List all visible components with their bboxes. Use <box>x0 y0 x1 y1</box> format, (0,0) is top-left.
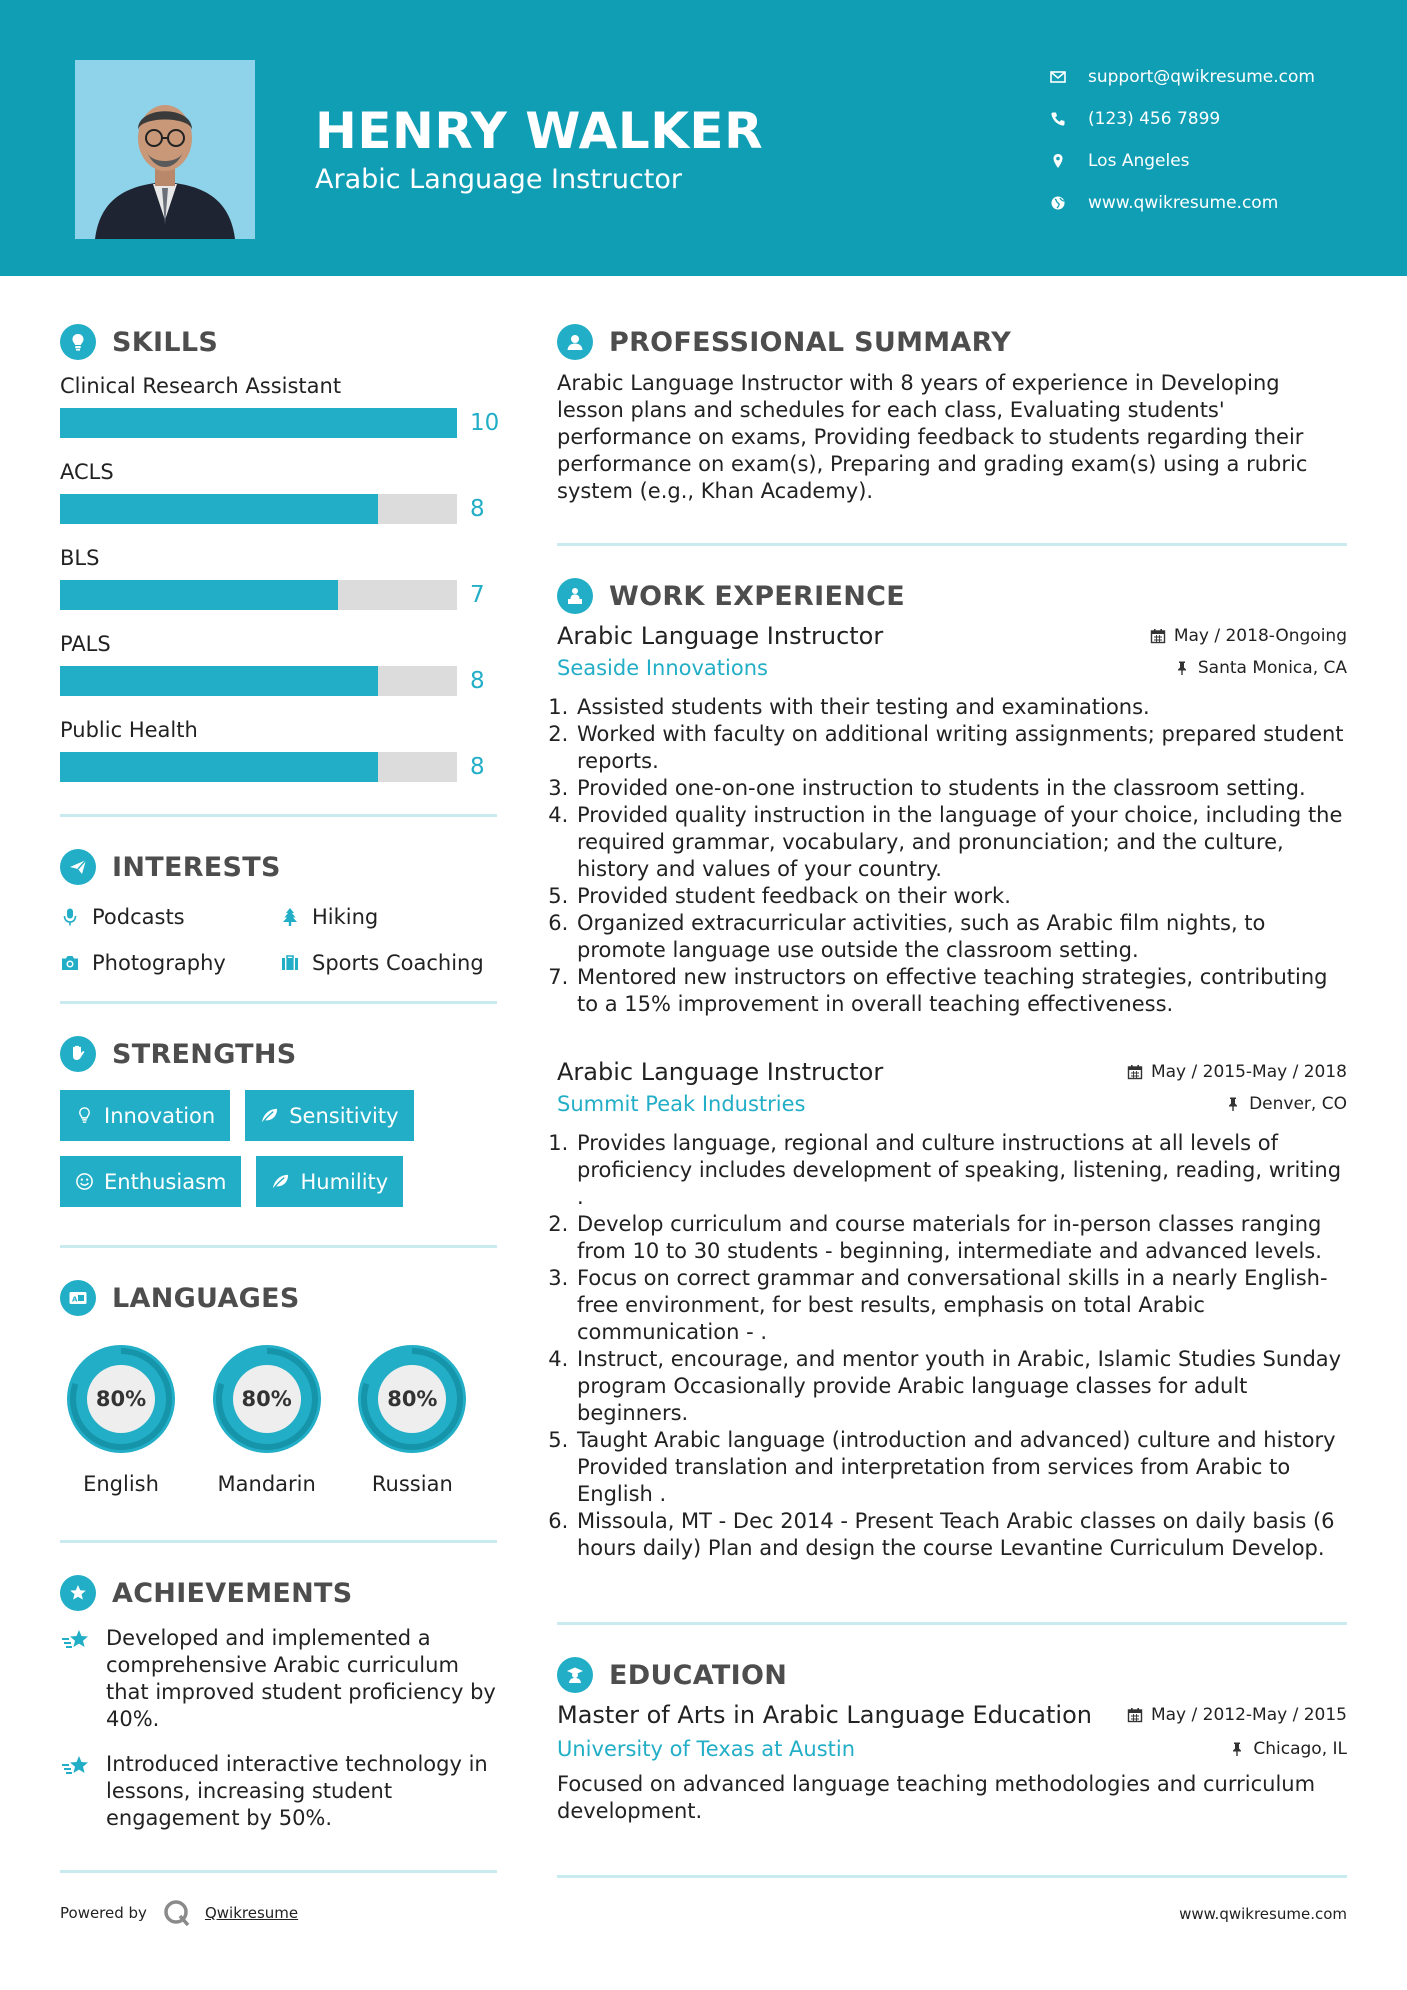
languages-title: LANGUAGES <box>112 1282 300 1314</box>
microphone-icon <box>60 907 80 927</box>
language-card-icon <box>60 1280 96 1316</box>
language-percent: 80% <box>241 1387 292 1411</box>
flying-star-icon <box>60 1627 92 1657</box>
contact-website[interactable]: www.qwikresume.com <box>1050 182 1390 224</box>
list-item: 1. Assisted students with their testing and examinations. <box>575 694 1347 721</box>
interest-item: Podcasts <box>60 899 280 935</box>
section-divider <box>60 814 497 817</box>
job-responsibilities <box>557 694 1347 1018</box>
candidate-role: Arabic Language Instructor <box>315 164 683 195</box>
leaf-icon <box>260 1106 279 1125</box>
user-icon <box>557 324 593 360</box>
achievement-item: Introduced interactive technology in lessons, increasing student engagement by 50%. <box>60 1751 497 1832</box>
language-name: English <box>83 1472 159 1496</box>
skill-bar-track <box>60 752 457 782</box>
right-column <box>557 320 1347 1878</box>
achievement-item: Developed and implemented a comprehensive Arabic curriculum that improved student proficiency by 40%. <box>60 1625 497 1733</box>
star-badge-icon <box>60 1575 96 1611</box>
language-item <box>60 1338 206 1496</box>
strengths-list <box>60 1090 497 1207</box>
skills-title: SKILLS <box>112 326 219 358</box>
list-item: 1. Provides language, regional and culture instructions at all levels of proficiency includes development of speaking, listening, reading, writing . <box>575 1130 1347 1211</box>
education-entry <box>557 1701 1347 1825</box>
smile-icon <box>75 1172 94 1191</box>
education-title: EDUCATION <box>609 1659 788 1691</box>
qwikresume-logo-icon <box>162 1898 192 1928</box>
skill-name: Clinical Research Assistant <box>60 374 342 398</box>
education-date: May / 2012-May / 2015 <box>1127 1705 1347 1725</box>
school-name: University of Texas at Austin <box>557 1737 856 1761</box>
interest-item: Hiking <box>280 899 497 935</box>
language-percent: 80% <box>95 1387 147 1411</box>
language-item <box>206 1338 352 1496</box>
list-item: 4. Instruct, encourage, and mentor youth in Arabic, Islamic Studies Sunday program Occasionally provide Arabic language classes for adult beginners. <box>575 1346 1347 1427</box>
achievements-header <box>60 1571 497 1615</box>
skill-bar-track <box>60 408 457 438</box>
strengths-header <box>60 1032 497 1076</box>
job-company: Summit Peak Industries <box>557 1092 806 1116</box>
strength-chip: Innovation <box>60 1090 230 1141</box>
skill-level: 8 <box>470 754 485 780</box>
summary-title: PROFESSIONAL SUMMARY <box>609 326 1012 358</box>
location-pin-icon <box>1050 153 1088 169</box>
list-item: 5. Taught Arabic language (introduction and advanced) culture and history Provided translation and interpretation from services from Arabic to English . <box>575 1427 1347 1508</box>
language-donut <box>206 1338 328 1460</box>
globe-icon <box>1050 195 1088 211</box>
job-responsibilities <box>557 1130 1347 1562</box>
skill-name: PALS <box>60 632 111 656</box>
skill-name: ACLS <box>60 460 114 484</box>
pushpin-icon <box>1229 1741 1245 1757</box>
skills-list <box>60 370 500 800</box>
job-location: Santa Monica, CA <box>1174 658 1347 678</box>
list-item: 3. Focus on correct grammar and conversational skills in a nearly English-free environment, for best results, emphasis on total Arabic communication - . <box>575 1265 1347 1346</box>
skill-bar-fill <box>60 752 378 782</box>
calendar-icon <box>1150 628 1166 644</box>
list-item: 2. Develop curriculum and course materials for in-person classes ranging from 10 to 30 students - beginning, intermediate and advanced levels. <box>575 1211 1347 1265</box>
job-date: May / 2018-Ongoing <box>1150 626 1347 646</box>
section-divider <box>60 1870 497 1873</box>
interest-item: Photography <box>60 945 280 981</box>
contact-location: Los Angeles <box>1050 140 1390 182</box>
strength-chip: Enthusiasm <box>60 1156 241 1207</box>
qwikresume-link[interactable]: Qwikresume <box>204 1904 299 1922</box>
interests-title: INTERESTS <box>112 851 281 883</box>
paper-plane-icon <box>60 849 96 885</box>
skill-name: Public Health <box>60 718 198 742</box>
skill-item <box>60 714 497 800</box>
skill-level: 8 <box>470 668 485 694</box>
section-divider <box>60 1001 497 1004</box>
left-column <box>60 320 500 1873</box>
list-item: 6. Organized extracurricular activities, such as Arabic film nights, to promote language use outside the classroom setting. <box>575 910 1347 964</box>
job-company: Seaside Innovations <box>557 656 768 680</box>
pushpin-icon <box>1174 660 1190 676</box>
section-divider <box>60 1245 497 1248</box>
achievements-list <box>60 1625 497 1832</box>
interests-list <box>60 899 497 981</box>
candidate-name: HENRY WALKER <box>315 102 764 160</box>
mail-icon <box>1050 69 1088 85</box>
list-item: 5. Provided student feedback on their work. <box>575 883 1347 910</box>
skill-item <box>60 370 500 456</box>
interest-item: Sports Coaching <box>280 945 497 981</box>
job-location: Denver, CO <box>1225 1094 1347 1114</box>
skill-item <box>60 542 497 628</box>
calendar-icon <box>1127 1064 1143 1080</box>
degree-title: Master of Arts in Arabic Language Education <box>557 1701 1092 1729</box>
skill-level: 7 <box>470 582 485 608</box>
education-location: Chicago, IL <box>1229 1739 1347 1759</box>
job-title: Arabic Language Instructor <box>557 1058 884 1086</box>
footer-website[interactable]: www.qwikresume.com <box>1179 1905 1347 1923</box>
summary-text: Arabic Language Instructor with 8 years of experience in Developing lesson plans and schedules for each class, Evaluating students' performance on exams, Providing feedback to students regarding their performance on exam(s), Preparing and grading exam(s) using a rubric system (e.g., Khan Academy). <box>557 371 1308 503</box>
skill-item <box>60 456 497 542</box>
skill-bar-fill <box>60 666 378 696</box>
resume-header <box>0 0 1407 276</box>
summary-header <box>557 320 1347 364</box>
language-donut <box>60 1338 182 1460</box>
list-item: 6. Missoula, MT - Dec 2014 - Present Teach Arabic classes on daily basis (6 hours daily) Plan and design the course Levantine Curriculum Develop. <box>575 1508 1347 1562</box>
language-item <box>351 1338 497 1496</box>
contact-email[interactable]: support@qwikresume.com <box>1050 56 1390 98</box>
skill-level: 10 <box>470 410 500 436</box>
experience-header <box>557 574 1347 618</box>
section-divider <box>60 1540 497 1543</box>
footer-powered-by: Powered by Qwikresume <box>60 1898 298 1928</box>
podium-icon <box>557 578 593 614</box>
experience-title: WORK EXPERIENCE <box>609 580 905 612</box>
phone-icon <box>1050 111 1088 127</box>
skills-header <box>60 320 497 364</box>
lightbulb-icon <box>60 324 96 360</box>
section-divider <box>557 1875 1347 1878</box>
profile-photo <box>75 60 255 239</box>
languages-list <box>60 1338 497 1496</box>
job-date: May / 2015-May / 2018 <box>1127 1062 1347 1082</box>
list-item: 7. Mentored new instructors on effective teaching strategies, contributing to a 15% improvement in overall teaching effectiveness. <box>575 964 1347 1018</box>
job-entry <box>557 1058 1347 1562</box>
skill-bar-fill <box>60 408 457 438</box>
list-item: 3. Provided one-on-one instruction to students in the classroom setting. <box>575 775 1347 802</box>
lightbulb-icon <box>75 1106 94 1125</box>
language-donut <box>351 1338 473 1460</box>
list-item: 2. Worked with faculty on additional writing assignments; prepared student reports. <box>575 721 1347 775</box>
fist-icon <box>60 1036 96 1072</box>
skill-bar-fill <box>60 580 338 610</box>
job-title: Arabic Language Instructor <box>557 622 884 650</box>
strengths-title: STRENGTHS <box>112 1038 297 1070</box>
strength-chip: Sensitivity <box>245 1090 413 1141</box>
language-percent: 80% <box>387 1387 438 1411</box>
section-divider <box>557 543 1347 546</box>
skill-item <box>60 628 497 714</box>
briefcase-icon <box>280 953 300 973</box>
list-item: 4. Provided quality instruction in the language of your choice, including the required grammar, vocabulary, and pronunciation; and the culture, history and values of your country. <box>575 802 1347 883</box>
calendar-icon <box>1127 1707 1143 1723</box>
skill-name: BLS <box>60 546 100 570</box>
skill-bar-track <box>60 580 457 610</box>
achievements-title: ACHIEVEMENTS <box>112 1577 353 1609</box>
languages-header <box>60 1276 497 1320</box>
contact-list <box>1050 56 1390 224</box>
skill-bar-track <box>60 494 457 524</box>
language-name: Russian <box>371 1472 453 1496</box>
interests-header <box>60 845 497 889</box>
skill-level: 8 <box>470 496 485 522</box>
graduate-icon <box>557 1657 593 1693</box>
skill-bar-track <box>60 666 457 696</box>
education-description: Focused on advanced language teaching methodologies and curriculum development. <box>557 1772 1316 1823</box>
skill-bar-fill <box>60 494 378 524</box>
strength-chip: Humility <box>256 1156 403 1207</box>
section-divider <box>557 1622 1347 1625</box>
leaf-icon <box>271 1172 290 1191</box>
language-name: Mandarin <box>217 1472 316 1496</box>
tree-icon <box>280 907 300 927</box>
flying-star-icon <box>60 1753 92 1783</box>
job-entry <box>557 622 1347 1018</box>
pushpin-icon <box>1225 1096 1241 1112</box>
svg-text:A: A <box>72 1295 78 1304</box>
contact-phone[interactable]: (123) 456 7899 <box>1050 98 1390 140</box>
education-header <box>557 1653 1347 1697</box>
camera-icon <box>60 953 80 973</box>
